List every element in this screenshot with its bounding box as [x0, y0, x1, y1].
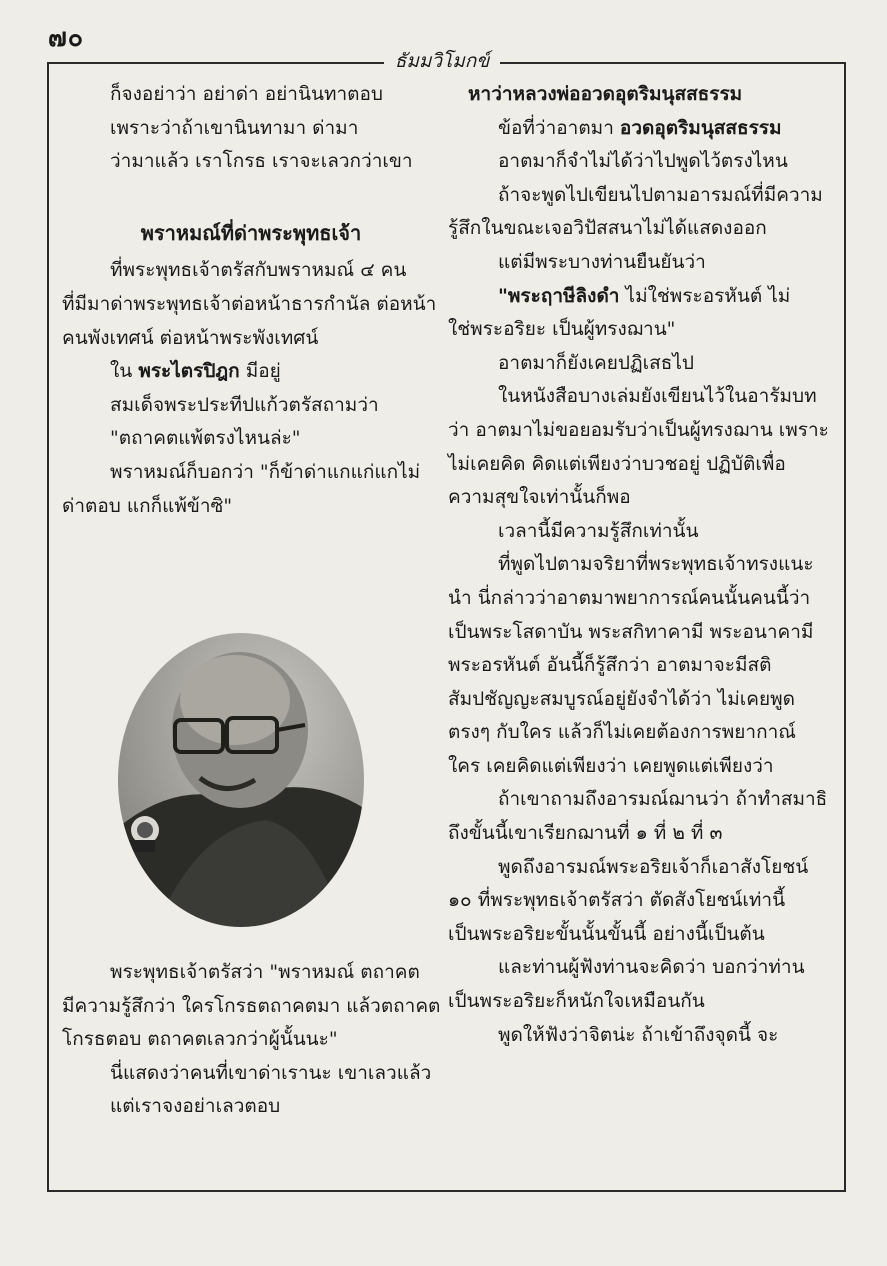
right-column: [448, 78, 832, 1052]
text-line: อาตมาก็จำไม่ได้ว่าไปพูดไว้ตรงไหน: [498, 150, 788, 173]
text-line: รู้สึกในขณะเจอวิปัสสนาไม่ได้แสดงออก: [448, 217, 767, 240]
text-line: ถ้าเขาถามถึงอารมณ์ฌานว่า ถ้าทำสมาธิ: [498, 788, 828, 811]
bold-term: อวดอุตริมนุสสธรรม: [619, 116, 782, 139]
text-line: นำ นี่กล่าวว่าอาตมาพยาการณ์คนนั้นคนนี้ว่า: [448, 586, 811, 609]
text-line: นี่แสดงว่าคนที่เขาด่าเรานะ เขาเลวแล้ว: [110, 1061, 432, 1084]
text-line: ถ้าจะพูดไปเขียนไปตามอารมณ์ที่มีความ: [498, 183, 823, 206]
page-number: ๗๐: [48, 23, 85, 52]
text-line: ก็จงอย่าว่า อย่าด่า อย่านินทาตอบ: [110, 83, 383, 105]
text-line: แต่มีพระบางท่านยืนยันว่า: [498, 250, 706, 273]
running-head: ธัมมวิโมกข์: [394, 50, 490, 72]
text-line: ตรงๆ กับใคร แล้วก็ไม่เคยต้องการพยากาณ์: [448, 721, 796, 744]
text-line: มีความรู้สึกว่า ใครโกรธตถาคตมา แล้วตถาคต: [62, 994, 441, 1017]
portrait-image: [115, 630, 367, 930]
text-line: ที่พูดไปตามจริยาที่พระพุทธเจ้าทรงแนะ: [498, 553, 814, 576]
bold-term: "พระฤาษีลิงดำ: [498, 284, 620, 307]
text-line: พระอรหันต์ อันนี้ก็รู้สึกว่า อาตมาจะมีสติ: [448, 654, 772, 677]
text-line: ความสุขใจเท่านั้นก็พอ: [448, 486, 631, 509]
text-line: โกรธตอบ ตถาคตเลวกว่าผู้นั้นนะ": [62, 1028, 338, 1051]
bold-term: พระไตรปิฎก: [138, 360, 240, 383]
text-line: "พระฤาษีลิงดำ ไม่ใช่พระอรหันต์ ไม่: [498, 284, 791, 307]
text-line: สมเด็จพระประทีปแก้วตรัสถามว่า: [110, 393, 379, 416]
text-line: และท่านผู้ฟังท่านจะคิดว่า บอกว่าท่าน: [498, 956, 805, 979]
text-line: ๑๐ ที่พระพุทธเจ้าตรัสว่า ตัดสังโยชน์เท่านี้: [448, 889, 786, 912]
text-line: พูดให้ฟังว่าจิตน่ะ ถ้าเข้าถึงจุดนี้ จะ: [498, 1023, 779, 1046]
frame-top-left-rule: [47, 62, 384, 64]
section-heading: หาว่าหลวงพ่ออวดอุตริมนุสสธรรม: [468, 83, 743, 105]
text-line: อาตมาก็ยังเคยปฏิเสธไป: [498, 351, 694, 374]
text-line: ใคร เคยคิดแต่เพียงว่า เคยพูดแต่เพียงว่า: [448, 754, 774, 777]
section-heading: พราหมณ์ที่ด่าพระพุทธเจ้า: [140, 220, 362, 245]
left-column-lower: [62, 956, 440, 1124]
text-line: ถึงขั้นนี้เขาเรียกฌานที่ ๑ ที่ ๒ ที่ ๓: [448, 822, 723, 845]
text-line: ในหนังสือบางเล่มยังเขียนไว้ในอารัมบท: [498, 385, 817, 408]
text-line: เวลานี้มีความรู้สึกเท่านั้น: [498, 519, 699, 542]
monk-portrait-photo: [115, 630, 367, 930]
text-line: ว่ามาแล้ว เราโกรธ เราจะเลวกว่าเขา: [110, 150, 413, 173]
text-line: ด่าตอบ แกก็แพ้ข้าซิ": [62, 494, 233, 517]
text-line: แต่เราจงอย่าเลวตอบ: [110, 1095, 281, 1118]
text-line: ใน พระไตรปิฎก มีอยู่: [110, 360, 281, 383]
text-line: เป็นพระอริยะขั้นนั้นขั้นนี้ อย่างนี้เป็นต้น: [448, 922, 765, 945]
text-line: พราหมณ์ก็บอกว่า "ก็ข้าด่าแกแก่แกไม่: [110, 460, 421, 483]
text-line: ข้อที่ว่าอาตมา อวดอุตริมนุสสธรรม: [498, 116, 782, 139]
text-line: เป็นพระอริยะก็หนักใจเหมือนกัน: [448, 990, 705, 1013]
text-line: เพราะว่าถ้าเขานินทามา ด่ามา: [110, 116, 359, 139]
text-line: ไม่เคยคิด คิดแต่เพียงว่าบวชอยู่ ปฏิบัติเพื่อ: [448, 452, 786, 475]
frame-top-right-rule: [500, 62, 844, 64]
text-line: ที่พระพุทธเจ้าตรัสกับพราหมณ์ ๔ คน: [110, 259, 407, 282]
text-line: ว่า อาตมาไม่ขอยอมรับว่าเป็นผู้ทรงฌาน เพราะ: [448, 418, 829, 441]
text-line: "ตถาคตแพ้ตรงไหนล่ะ": [110, 427, 301, 450]
text-line: พูดถึงอารมณ์พระอริยเจ้าก็เอาสังโยชน์: [498, 855, 809, 878]
text-line: พระพุทธเจ้าตรัสว่า "พราหมณ์ ตถาคต: [110, 961, 420, 983]
text-line: ใช่พระอริยะ เป็นผู้ทรงฌาน": [448, 318, 676, 341]
text-line: ที่มีมาด่าพระพุทธเจ้าต่อหน้าธารกำนัล ต่อหน้า: [62, 292, 437, 315]
text-line: สัมปชัญญะสมบูรณ์อยู่ยังจำได้ว่า ไม่เคยพูด: [448, 687, 795, 710]
text-line: คนพังเทศน์ ต่อหน้าพระพังเทศน์: [62, 326, 319, 349]
left-column: [62, 78, 440, 523]
text-line: เป็นพระโสดาบัน พระสกิทาคามี พระอนาคามี: [448, 620, 814, 643]
